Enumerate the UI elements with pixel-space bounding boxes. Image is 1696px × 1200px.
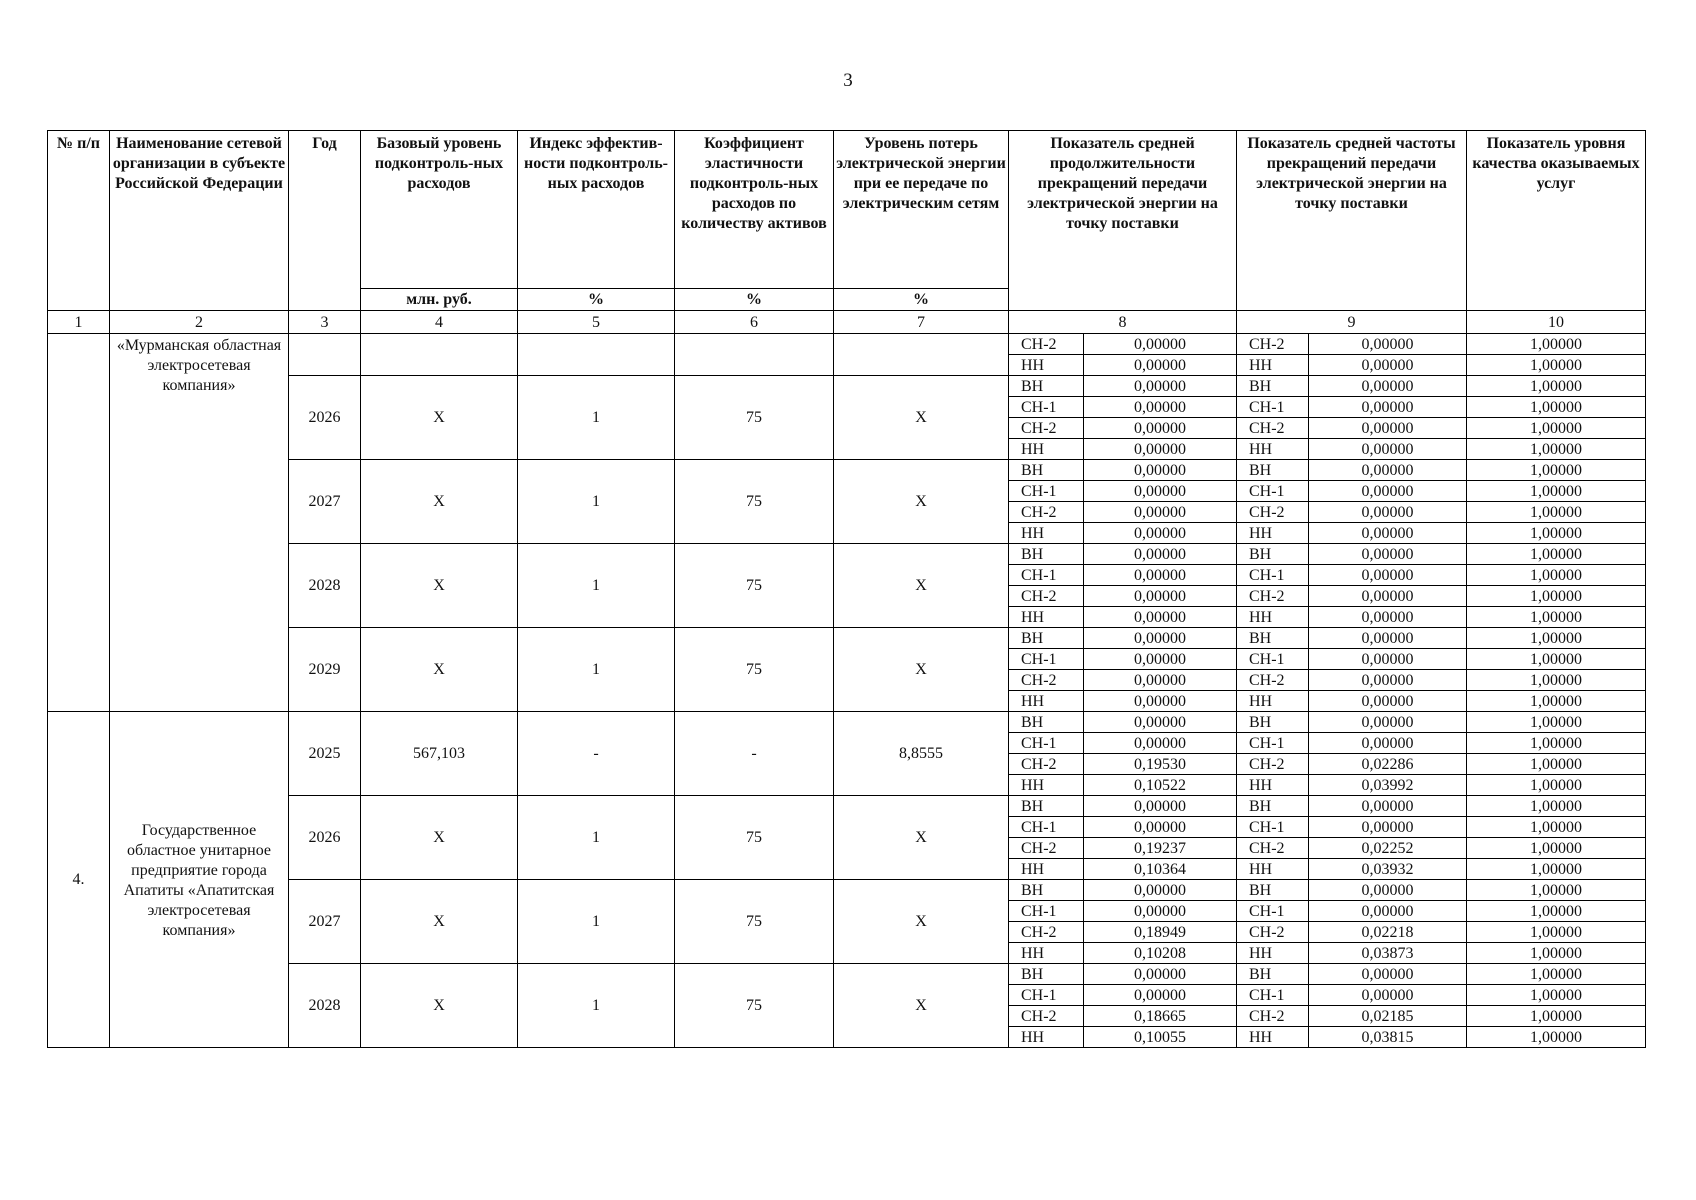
duration-value: 0,18949 [1084, 922, 1237, 943]
quality-value: 1,00000 [1467, 964, 1646, 985]
quality-value: 1,00000 [1467, 649, 1646, 670]
colnum-9: 9 [1237, 311, 1467, 334]
frequency-voltage-level: СН-2 [1237, 754, 1309, 775]
elasticity-coef-cell: 75 [675, 964, 834, 1048]
frequency-value: 0,00000 [1309, 712, 1467, 733]
year-cell: 2027 [289, 460, 361, 544]
quality-value: 1,00000 [1467, 838, 1646, 859]
duration-voltage-level: ВН [1009, 880, 1084, 901]
duration-voltage-level: ВН [1009, 376, 1084, 397]
frequency-voltage-level: СН-1 [1237, 565, 1309, 586]
loss-level-cell: 8,8555 [834, 712, 1009, 796]
year-cell: 2028 [289, 964, 361, 1048]
duration-voltage-level: НН [1009, 607, 1084, 628]
header-base-level: Базовый уровень подконтроль-ных расходов [361, 131, 518, 289]
quality-value: 1,00000 [1467, 775, 1646, 796]
duration-voltage-level: ВН [1009, 964, 1084, 985]
frequency-voltage-level: ВН [1237, 376, 1309, 397]
frequency-value: 0,00000 [1309, 355, 1467, 376]
quality-value: 1,00000 [1467, 481, 1646, 502]
duration-value: 0,00000 [1084, 439, 1237, 460]
duration-value: 0,00000 [1084, 607, 1237, 628]
tariff-parameters-table [47, 130, 1646, 1048]
base-level-cell: X [361, 796, 518, 880]
duration-value: 0,00000 [1084, 334, 1237, 355]
frequency-value: 0,00000 [1309, 691, 1467, 712]
duration-voltage-level: ВН [1009, 628, 1084, 649]
quality-value: 1,00000 [1467, 397, 1646, 418]
duration-voltage-level: СН-1 [1009, 397, 1084, 418]
header-year: Год [289, 131, 361, 311]
year-cell: 2029 [289, 628, 361, 712]
base-level-cell: X [361, 376, 518, 460]
year-cell: 2026 [289, 796, 361, 880]
duration-value: 0,00000 [1084, 502, 1237, 523]
duration-voltage-level: СН-1 [1009, 649, 1084, 670]
colnum-2: 2 [110, 311, 289, 334]
quality-value: 1,00000 [1467, 565, 1646, 586]
elasticity-coef-cell: 75 [675, 796, 834, 880]
duration-voltage-level: СН-1 [1009, 481, 1084, 502]
frequency-value: 0,00000 [1309, 544, 1467, 565]
efficiency-index-cell: 1 [518, 880, 675, 964]
duration-value: 0,00000 [1084, 376, 1237, 397]
efficiency-index-cell: 1 [518, 460, 675, 544]
quality-value: 1,00000 [1467, 796, 1646, 817]
loss-level-cell: X [834, 964, 1009, 1048]
frequency-value: 0,00000 [1309, 670, 1467, 691]
frequency-voltage-level: СН-1 [1237, 817, 1309, 838]
quality-value: 1,00000 [1467, 943, 1646, 964]
quality-value: 1,00000 [1467, 628, 1646, 649]
frequency-voltage-level: НН [1237, 1027, 1309, 1048]
colnum-5: 5 [518, 311, 675, 334]
frequency-value: 0,03873 [1309, 943, 1467, 964]
frequency-value: 0,02252 [1309, 838, 1467, 859]
year-cell: 2026 [289, 376, 361, 460]
duration-value: 0,00000 [1084, 460, 1237, 481]
duration-value: 0,10522 [1084, 775, 1237, 796]
duration-voltage-level: СН-1 [1009, 985, 1084, 1006]
quality-value: 1,00000 [1467, 733, 1646, 754]
efficiency-index-cell: 1 [518, 964, 675, 1048]
header-loss-level: Уровень потерь электрической энергии при ее передаче по электрическим сетям [834, 131, 1009, 289]
frequency-voltage-level: СН-1 [1237, 901, 1309, 922]
frequency-value: 0,00000 [1309, 586, 1467, 607]
header-number: № п/п [48, 131, 110, 311]
frequency-voltage-level: НН [1237, 523, 1309, 544]
quality-value: 1,00000 [1467, 418, 1646, 439]
frequency-value: 0,00000 [1309, 418, 1467, 439]
frequency-value: 0,00000 [1309, 460, 1467, 481]
quality-value: 1,00000 [1467, 817, 1646, 838]
frequency-value: 0,00000 [1309, 901, 1467, 922]
duration-value: 0,00000 [1084, 691, 1237, 712]
frequency-voltage-level: ВН [1237, 628, 1309, 649]
frequency-voltage-level: ВН [1237, 460, 1309, 481]
year-cell: 2028 [289, 544, 361, 628]
header-avg-frequency: Показатель средней частоты прекращений передачи электрической энергии на точку поставки [1237, 131, 1467, 311]
quality-value: 1,00000 [1467, 439, 1646, 460]
year-cell: 2025 [289, 712, 361, 796]
table-header [48, 131, 1646, 334]
efficiency-index-cell: 1 [518, 796, 675, 880]
duration-value: 0,00000 [1084, 523, 1237, 544]
frequency-value: 0,00000 [1309, 964, 1467, 985]
frequency-voltage-level: НН [1237, 607, 1309, 628]
elasticity-coef-cell [675, 334, 834, 376]
frequency-voltage-level: НН [1237, 691, 1309, 712]
frequency-voltage-level: СН-2 [1237, 838, 1309, 859]
duration-voltage-level: ВН [1009, 544, 1084, 565]
frequency-voltage-level: НН [1237, 775, 1309, 796]
unit-base: млн. руб. [361, 289, 518, 311]
frequency-value: 0,00000 [1309, 376, 1467, 397]
duration-voltage-level: НН [1009, 1027, 1084, 1048]
header-avg-duration: Показатель средней продолжительности прекращений передачи электрической энергии на точку поставки [1009, 131, 1237, 311]
elasticity-coef-cell: 75 [675, 376, 834, 460]
frequency-value: 0,00000 [1309, 481, 1467, 502]
base-level-cell: X [361, 880, 518, 964]
frequency-voltage-level: СН-2 [1237, 334, 1309, 355]
quality-value: 1,00000 [1467, 859, 1646, 880]
quality-value: 1,00000 [1467, 586, 1646, 607]
duration-voltage-level: СН-2 [1009, 334, 1084, 355]
duration-voltage-level: СН-2 [1009, 586, 1084, 607]
duration-value: 0,00000 [1084, 586, 1237, 607]
duration-value: 0,19530 [1084, 754, 1237, 775]
duration-value: 0,10055 [1084, 1027, 1237, 1048]
elasticity-coef-cell: - [675, 712, 834, 796]
frequency-value: 0,00000 [1309, 397, 1467, 418]
frequency-value: 0,02286 [1309, 754, 1467, 775]
quality-value: 1,00000 [1467, 355, 1646, 376]
frequency-value: 0,03992 [1309, 775, 1467, 796]
duration-voltage-level: ВН [1009, 712, 1084, 733]
duration-value: 0,10364 [1084, 859, 1237, 880]
duration-voltage-level: СН-2 [1009, 502, 1084, 523]
header-elasticity-coef: Коэффициент эластичности подконтроль-ных расходов по количеству активов [675, 131, 834, 289]
frequency-value: 0,00000 [1309, 733, 1467, 754]
frequency-value: 0,00000 [1309, 565, 1467, 586]
frequency-value: 0,00000 [1309, 649, 1467, 670]
quality-value: 1,00000 [1467, 607, 1646, 628]
duration-value: 0,00000 [1084, 901, 1237, 922]
quality-value: 1,00000 [1467, 460, 1646, 481]
frequency-value: 0,03815 [1309, 1027, 1467, 1048]
duration-voltage-level: НН [1009, 523, 1084, 544]
duration-value: 0,00000 [1084, 544, 1237, 565]
base-level-cell: X [361, 964, 518, 1048]
frequency-voltage-level: СН-2 [1237, 1006, 1309, 1027]
duration-voltage-level: ВН [1009, 796, 1084, 817]
colnum-4: 4 [361, 311, 518, 334]
quality-value: 1,00000 [1467, 334, 1646, 355]
quality-value: 1,00000 [1467, 754, 1646, 775]
frequency-voltage-level: СН-1 [1237, 397, 1309, 418]
header-efficiency-index: Индекс эффектив-ности подконтроль-ных расходов [518, 131, 675, 289]
duration-value: 0,00000 [1084, 880, 1237, 901]
duration-value: 0,00000 [1084, 418, 1237, 439]
table-row [48, 712, 1646, 733]
loss-level-cell: X [834, 880, 1009, 964]
base-level-cell: X [361, 544, 518, 628]
duration-value: 0,00000 [1084, 481, 1237, 502]
frequency-voltage-level: ВН [1237, 712, 1309, 733]
unit-index: % [518, 289, 675, 311]
frequency-value: 0,00000 [1309, 523, 1467, 544]
frequency-voltage-level: СН-2 [1237, 418, 1309, 439]
quality-value: 1,00000 [1467, 691, 1646, 712]
base-level-cell: X [361, 460, 518, 544]
duration-voltage-level: СН-1 [1009, 733, 1084, 754]
base-level-cell: X [361, 628, 518, 712]
duration-voltage-level: НН [1009, 439, 1084, 460]
org-name: Государственное областное унитарное предприятие города Апатиты «Апатитская электросетевая компания» [110, 712, 289, 1048]
quality-value: 1,00000 [1467, 1006, 1646, 1027]
duration-voltage-level: СН-2 [1009, 754, 1084, 775]
colnum-10: 10 [1467, 311, 1646, 334]
frequency-value: 0,00000 [1309, 817, 1467, 838]
quality-value: 1,00000 [1467, 544, 1646, 565]
base-level-cell [361, 334, 518, 376]
frequency-voltage-level: СН-1 [1237, 481, 1309, 502]
quality-value: 1,00000 [1467, 985, 1646, 1006]
loss-level-cell: X [834, 628, 1009, 712]
duration-voltage-level: СН-1 [1009, 817, 1084, 838]
duration-value: 0,10208 [1084, 943, 1237, 964]
org-number [48, 334, 110, 712]
frequency-voltage-level: ВН [1237, 880, 1309, 901]
colnum-1: 1 [48, 311, 110, 334]
duration-voltage-level: НН [1009, 355, 1084, 376]
frequency-value: 0,00000 [1309, 985, 1467, 1006]
efficiency-index-cell [518, 334, 675, 376]
base-level-cell: 567,103 [361, 712, 518, 796]
year-cell [289, 334, 361, 376]
duration-voltage-level: НН [1009, 691, 1084, 712]
duration-voltage-level: НН [1009, 775, 1084, 796]
quality-value: 1,00000 [1467, 1027, 1646, 1048]
quality-value: 1,00000 [1467, 901, 1646, 922]
frequency-value: 0,00000 [1309, 880, 1467, 901]
elasticity-coef-cell: 75 [675, 544, 834, 628]
frequency-voltage-level: СН-1 [1237, 733, 1309, 754]
frequency-voltage-level: ВН [1237, 544, 1309, 565]
colnum-6: 6 [675, 311, 834, 334]
duration-voltage-level: СН-2 [1009, 670, 1084, 691]
quality-value: 1,00000 [1467, 712, 1646, 733]
column-numbers-row [48, 311, 1646, 334]
frequency-voltage-level: СН-1 [1237, 649, 1309, 670]
frequency-voltage-level: НН [1237, 439, 1309, 460]
frequency-value: 0,02185 [1309, 1006, 1467, 1027]
duration-voltage-level: СН-2 [1009, 418, 1084, 439]
quality-value: 1,00000 [1467, 880, 1646, 901]
quality-value: 1,00000 [1467, 502, 1646, 523]
frequency-value: 0,00000 [1309, 628, 1467, 649]
duration-value: 0,00000 [1084, 355, 1237, 376]
quality-value: 1,00000 [1467, 523, 1646, 544]
frequency-value: 0,00000 [1309, 439, 1467, 460]
duration-value: 0,00000 [1084, 733, 1237, 754]
duration-voltage-level: СН-2 [1009, 922, 1084, 943]
header-org-name: Наименование сетевой организации в субъекте Российской Федерации [110, 131, 289, 311]
frequency-value: 0,00000 [1309, 334, 1467, 355]
efficiency-index-cell: 1 [518, 544, 675, 628]
year-cell: 2027 [289, 880, 361, 964]
frequency-voltage-level: НН [1237, 859, 1309, 880]
table-body [48, 334, 1646, 1048]
duration-value: 0,00000 [1084, 985, 1237, 1006]
elasticity-coef-cell: 75 [675, 628, 834, 712]
org-number: 4. [48, 712, 110, 1048]
frequency-voltage-level: ВН [1237, 964, 1309, 985]
loss-level-cell: X [834, 796, 1009, 880]
colnum-7: 7 [834, 311, 1009, 334]
loss-level-cell [834, 334, 1009, 376]
org-name: «Мурманская областная электросетевая компания» [110, 334, 289, 712]
frequency-value: 0,03932 [1309, 859, 1467, 880]
table-row [48, 334, 1646, 355]
loss-level-cell: X [834, 544, 1009, 628]
duration-value: 0,19237 [1084, 838, 1237, 859]
frequency-voltage-level: СН-2 [1237, 922, 1309, 943]
duration-voltage-level: СН-1 [1009, 565, 1084, 586]
frequency-value: 0,02218 [1309, 922, 1467, 943]
elasticity-coef-cell: 75 [675, 880, 834, 964]
duration-value: 0,00000 [1084, 565, 1237, 586]
loss-level-cell: X [834, 376, 1009, 460]
frequency-voltage-level: НН [1237, 943, 1309, 964]
duration-value: 0,00000 [1084, 670, 1237, 691]
quality-value: 1,00000 [1467, 670, 1646, 691]
duration-value: 0,00000 [1084, 964, 1237, 985]
duration-value: 0,00000 [1084, 712, 1237, 733]
duration-value: 0,00000 [1084, 649, 1237, 670]
frequency-voltage-level: СН-2 [1237, 502, 1309, 523]
header-quality-level: Показатель уровня качества оказываемых услуг [1467, 131, 1646, 311]
frequency-value: 0,00000 [1309, 796, 1467, 817]
efficiency-index-cell: - [518, 712, 675, 796]
duration-value: 0,00000 [1084, 628, 1237, 649]
duration-voltage-level: СН-2 [1009, 1006, 1084, 1027]
frequency-value: 0,00000 [1309, 502, 1467, 523]
frequency-voltage-level: СН-2 [1237, 586, 1309, 607]
duration-voltage-level: НН [1009, 943, 1084, 964]
frequency-voltage-level: ВН [1237, 796, 1309, 817]
colnum-3: 3 [289, 311, 361, 334]
elasticity-coef-cell: 75 [675, 460, 834, 544]
duration-value: 0,18665 [1084, 1006, 1237, 1027]
quality-value: 1,00000 [1467, 922, 1646, 943]
duration-voltage-level: ВН [1009, 460, 1084, 481]
frequency-value: 0,00000 [1309, 607, 1467, 628]
duration-voltage-level: СН-1 [1009, 901, 1084, 922]
colnum-8: 8 [1009, 311, 1237, 334]
unit-loss: % [834, 289, 1009, 311]
duration-value: 0,00000 [1084, 817, 1237, 838]
duration-voltage-level: СН-2 [1009, 838, 1084, 859]
efficiency-index-cell: 1 [518, 376, 675, 460]
frequency-voltage-level: СН-2 [1237, 670, 1309, 691]
unit-coef: % [675, 289, 834, 311]
page-number: 3 [843, 70, 853, 91]
duration-voltage-level: НН [1009, 859, 1084, 880]
frequency-voltage-level: НН [1237, 355, 1309, 376]
frequency-voltage-level: СН-1 [1237, 985, 1309, 1006]
duration-value: 0,00000 [1084, 796, 1237, 817]
loss-level-cell: X [834, 460, 1009, 544]
duration-value: 0,00000 [1084, 397, 1237, 418]
quality-value: 1,00000 [1467, 376, 1646, 397]
efficiency-index-cell: 1 [518, 628, 675, 712]
